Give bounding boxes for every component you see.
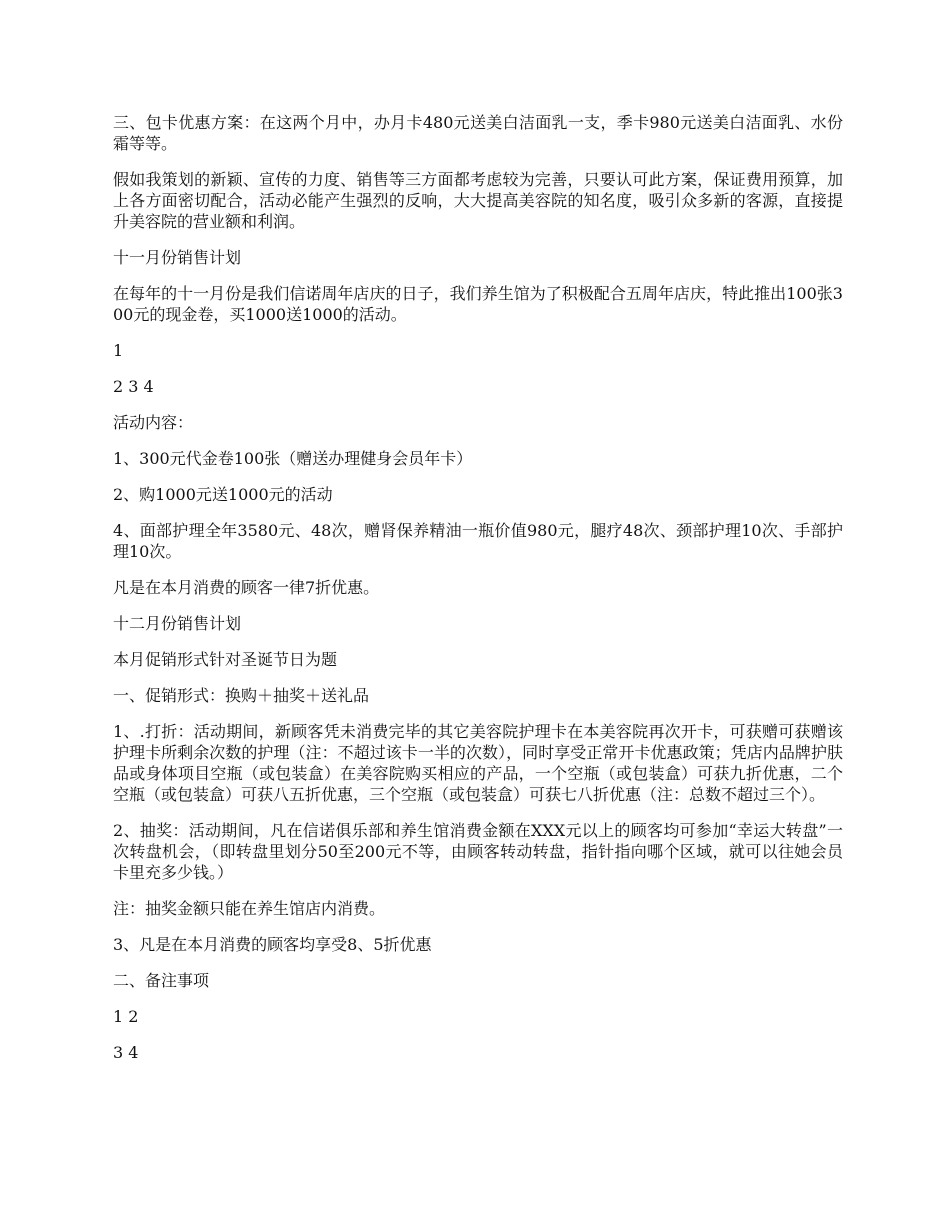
list-item: 4、面部护理全年3580元、48次，赠肾保养精油一瓶价值980元，腿疗48次、颈部护理10次、手部护理10次。 (113, 521, 843, 561)
list-item: 2、抽奖：活动期间，凡在信诺俱乐部和养生馆消费金额在XXX元以上的顾客均可参加“幸运大转盘”一次转盘机会，（即转盘里划分50至200元不等，由顾客转动转盘，指针指向哪个区域，就可以往她会员卡里充多少钱。） (113, 821, 843, 882)
list-item: 3、凡是在本月消费的顾客均享受8、5折优惠 (113, 935, 432, 954)
heading-promotion-form: 一、促销形式：换购＋抽奖＋送礼品 (113, 686, 370, 705)
heading-remarks: 二、备注事项 (113, 971, 210, 990)
list-item: 1、300元代金卷100张（赠送办理健身会员年卡） (113, 449, 473, 468)
list-item: 1、.打折：活动期间，新顾客凭未消费完毕的其它美容院护理卡在本美容院再次开卡，可获赠可获赠该护理卡所剩余次数的护理（注：不超过该卡一半的次数），同时享受正常开卡优惠政策；凭店内品牌护肤品或身体项目空瓶（或包装盒）在美容院购买相应的产品，一个空瓶（或包装盒）可获九折优惠，二个空瓶（或包装盒）可获八五折优惠，三个空瓶（或包装盒）可获七八折优惠（注：总数不超过三个）。 (113, 722, 843, 804)
page-number-fragment: 3 4 (113, 1043, 139, 1062)
paragraph-november-intro: 在每年的十一月份是我们信诺周年店庆的日子，我们养生馆为了积极配合五周年店庆，特此推出100张300元的现金卷，买1000送1000的活动。 (113, 284, 843, 324)
heading-december-plan: 十二月份销售计划 (113, 614, 242, 633)
paragraph-plan-summary: 假如我策划的新颖、宣传的力度、销售等三方面都考虑较为完善，只要认可此方案，保证费用预算，加上各方面密切配合，活动必能产生强烈的反响，大大提高美容院的知名度，吸引众多新的客源，直接提升美容院的营业额和利润。 (113, 170, 843, 231)
paragraph-november-discount: 凡是在本月消费的顾客一律7折优惠。 (113, 578, 380, 597)
paragraph-december-theme: 本月促销形式针对圣诞节日为题 (113, 650, 338, 669)
list-item: 2、购1000元送1000元的活动 (113, 485, 333, 504)
heading-november-plan: 十一月份销售计划 (113, 248, 242, 267)
page-number-fragment: 1 (113, 341, 124, 360)
page-number-fragment: 2 3 4 (113, 377, 154, 396)
heading-activity-content: 活动内容： (113, 413, 194, 432)
paragraph-lottery-note: 注：抽奖金额只能在养生馆店内消费。 (113, 899, 386, 918)
page-number-fragment: 1 2 (113, 1007, 139, 1026)
paragraph-package-card-offer: 三、包卡优惠方案：在这两个月中，办月卡480元送美白洁面乳一支，季卡980元送美白洁面乳、水份霜等等。 (113, 113, 843, 153)
document-page (113, 112, 843, 1078)
